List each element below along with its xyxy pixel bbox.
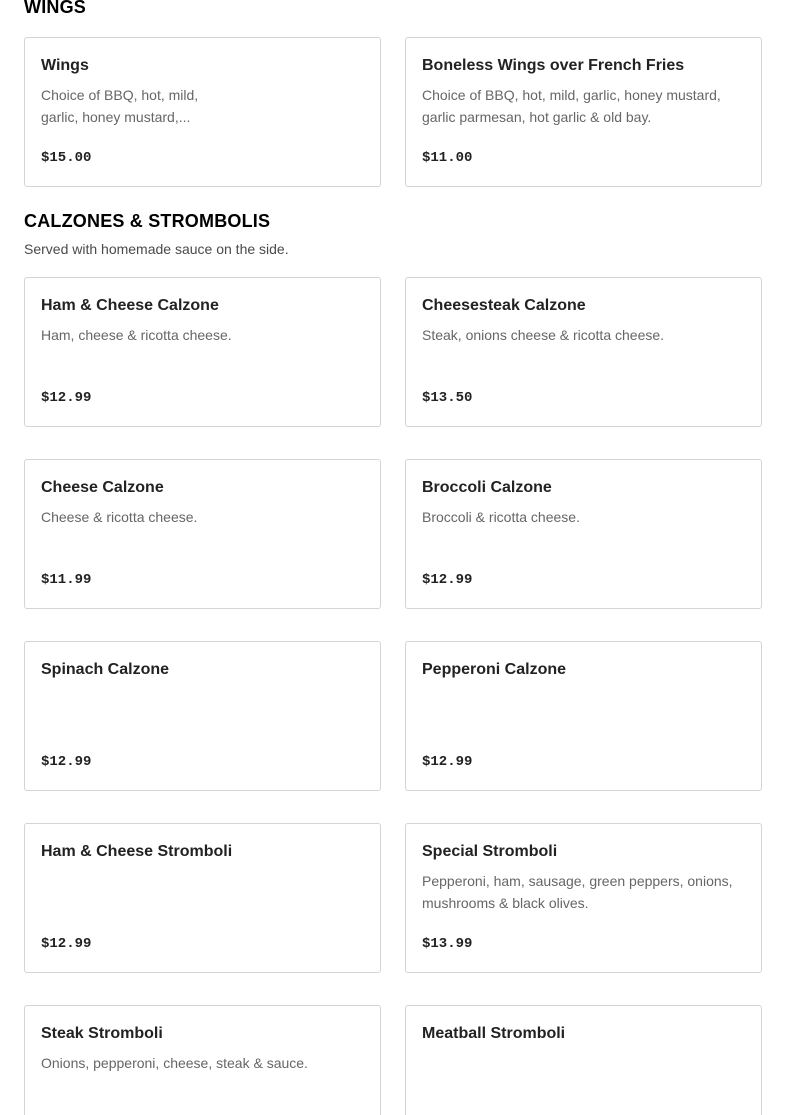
item-description: Onions, pepperoni, cheese, steak & sauce. (41, 1055, 308, 1071)
section-title-calzones: CALZONES & STROMBOLIS (24, 211, 271, 231)
item-price: $11.00 (422, 150, 473, 166)
item-price: $12.99 (41, 754, 92, 770)
menu-item-card[interactable] (24, 459, 381, 609)
menu-item-card[interactable] (24, 641, 381, 791)
menu-item-card[interactable] (24, 823, 381, 973)
item-description: Choice of BBQ, hot, mild, garlic, honey mustard,... (41, 87, 199, 125)
menu-item-card[interactable] (405, 277, 762, 427)
item-name: Ham & Cheese Calzone (41, 297, 219, 314)
item-price: $12.99 (422, 572, 473, 588)
menu-item-card[interactable] (405, 641, 762, 791)
section-title-wings: WINGS (24, 0, 86, 17)
item-description: Broccoli & ricotta cheese. (422, 509, 580, 525)
menu-item-card[interactable] (405, 823, 762, 973)
item-price: $12.99 (422, 754, 473, 770)
item-description: Ham, cheese & ricotta cheese. (41, 327, 232, 343)
item-price: $15.00 (41, 150, 92, 166)
item-description: Pepperoni, ham, sausage, green peppers, onions, mushrooms & black olives. (422, 873, 733, 911)
item-name: Steak Stromboli (41, 1025, 163, 1042)
item-name: Ham & Cheese Stromboli (41, 843, 233, 860)
item-name: Meatball Stromboli (422, 1025, 566, 1042)
item-name: Wings (41, 57, 89, 74)
item-price: $13.50 (422, 390, 473, 406)
item-description: Choice of BBQ, hot, mild, garlic, honey mustard, garlic parmesan, hot garlic & old bay. (422, 87, 721, 125)
menu-item-card[interactable] (405, 1005, 762, 1115)
item-name: Cheese Calzone (41, 479, 164, 496)
item-name: Special Stromboli (422, 843, 558, 860)
item-description: Cheese & ricotta cheese. (41, 509, 198, 525)
section-subtitle: Served with homemade sauce on the side. (24, 241, 289, 257)
item-price: $13.99 (422, 936, 473, 952)
item-description: Steak, onions cheese & ricotta cheese. (422, 327, 665, 343)
item-name: Boneless Wings over French Fries (422, 57, 685, 74)
menu-item-card[interactable] (24, 1005, 381, 1115)
item-name: Cheesesteak Calzone (422, 297, 586, 314)
menu-item-card[interactable] (405, 37, 762, 187)
item-name: Pepperoni Calzone (422, 661, 567, 678)
item-name: Broccoli Calzone (422, 479, 552, 496)
menu-item-card[interactable] (24, 277, 381, 427)
item-price: $12.99 (41, 936, 92, 952)
item-name: Spinach Calzone (41, 661, 170, 678)
menu-item-card[interactable] (24, 37, 381, 187)
item-price: $11.99 (41, 572, 92, 588)
item-price: $12.99 (41, 390, 92, 406)
menu-item-card[interactable] (405, 459, 762, 609)
